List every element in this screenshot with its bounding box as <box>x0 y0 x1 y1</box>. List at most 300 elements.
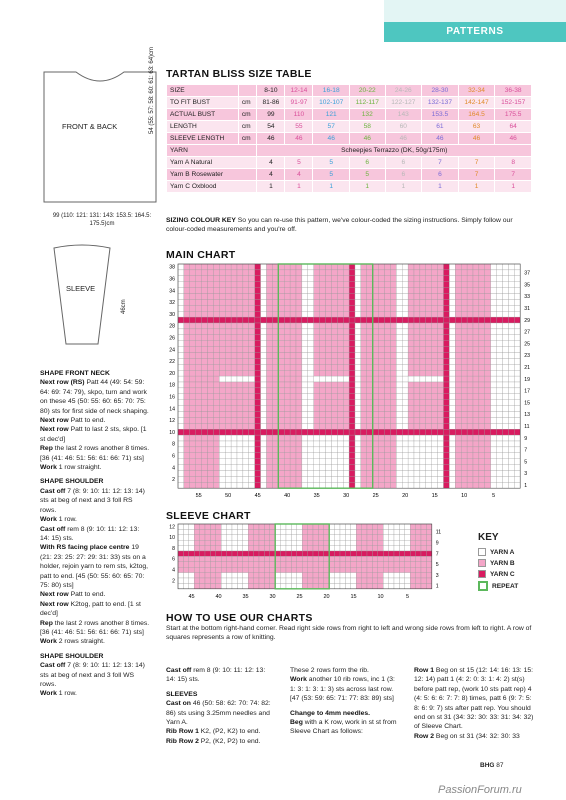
chart-cell <box>314 270 320 276</box>
instruction-keyword: Cast off <box>40 525 66 533</box>
chart-cell <box>337 376 343 382</box>
chart-cell <box>337 417 343 423</box>
chart-cell <box>308 435 314 441</box>
chart-cell <box>237 465 243 471</box>
chart-cell <box>361 417 367 423</box>
chart-cell <box>485 335 491 341</box>
chart-cell <box>243 540 248 545</box>
chart-cell <box>213 417 219 423</box>
chart-cell <box>308 567 313 572</box>
chart-cell <box>178 270 184 276</box>
chart-cell <box>340 562 345 567</box>
chart-cell <box>449 270 455 276</box>
chart-cell <box>314 465 320 471</box>
watermark: PassionForum.ru <box>438 784 522 796</box>
chart-cell <box>184 400 190 406</box>
chart-cell <box>491 388 497 394</box>
instruction-keyword: Rep <box>40 445 53 453</box>
chart-cell <box>284 353 290 359</box>
chart-cell <box>402 465 408 471</box>
chart-cell <box>314 459 320 465</box>
chart-cell <box>290 406 296 412</box>
chart-cell <box>243 429 249 435</box>
chart-cell <box>184 294 190 300</box>
chart-cell <box>408 376 414 382</box>
y-tick-label: 5 <box>524 459 528 466</box>
chart-cell <box>491 276 497 282</box>
chart-cell <box>331 476 337 482</box>
chart-cell <box>491 476 497 482</box>
chart-cell <box>308 412 314 418</box>
chart-cell <box>503 417 509 423</box>
chart-cell <box>189 567 194 572</box>
chart-cell <box>444 288 450 294</box>
chart-cell <box>237 540 242 545</box>
chart-cell <box>485 476 491 482</box>
chart-cell <box>367 417 373 423</box>
chart-cell <box>402 406 408 412</box>
chart-cell <box>508 270 514 276</box>
chart-cell <box>302 288 308 294</box>
chart-cell <box>308 540 313 545</box>
chart-cell <box>379 276 385 282</box>
chart-cell <box>455 412 461 418</box>
chart-cell <box>421 578 426 583</box>
chart-cell <box>361 288 367 294</box>
chart-cell <box>284 476 290 482</box>
chart-cell <box>396 323 402 329</box>
chart-cell <box>432 323 438 329</box>
chart-cell <box>426 335 432 341</box>
chart-cell <box>291 578 296 583</box>
chart-cell <box>202 364 208 370</box>
chart-cell <box>514 471 520 477</box>
chart-cell <box>261 317 267 323</box>
chart-cell <box>455 276 461 282</box>
chart-cell <box>296 412 302 418</box>
chart-cell <box>355 388 361 394</box>
chart-cell <box>414 441 420 447</box>
chart-cell <box>281 578 286 583</box>
chart-cell <box>308 556 313 561</box>
chart-cell <box>356 567 361 572</box>
chart-cell <box>467 370 473 376</box>
chart-cell <box>373 288 379 294</box>
chart-cell <box>189 556 194 561</box>
chart-cell <box>225 370 231 376</box>
chart-cell <box>184 353 190 359</box>
chart-cell <box>208 323 214 329</box>
chart-cell <box>444 358 450 364</box>
chart-cell <box>394 540 399 545</box>
chart-cell <box>503 441 509 447</box>
chart-cell <box>225 406 231 412</box>
chart-cell <box>396 388 402 394</box>
chart-cell <box>426 556 431 561</box>
table-cell: 54 <box>257 121 285 133</box>
chart-cell <box>249 400 255 406</box>
y-tick-label: 12 <box>169 524 175 531</box>
table-cell: 143 <box>385 109 422 121</box>
chart-cell <box>479 441 485 447</box>
chart-cell <box>296 388 302 394</box>
chart-cell <box>284 394 290 400</box>
chart-cell <box>232 529 237 534</box>
chart-cell <box>291 583 296 588</box>
table-cell: Scheepjes Terrazzo (DK, 50g/175m) <box>257 145 532 157</box>
table-cell: 8-10 <box>257 85 285 97</box>
chart-cell <box>408 317 414 323</box>
chart-cell <box>329 573 334 578</box>
chart-cell <box>308 482 314 488</box>
chart-cell <box>390 429 396 435</box>
chart-cell <box>367 412 373 418</box>
chart-cell <box>231 264 237 270</box>
chart-cell <box>320 412 326 418</box>
instruction-keyword: Next row <box>40 426 69 434</box>
chart-cell <box>426 471 432 477</box>
chart-cell <box>349 447 355 453</box>
chart-cell <box>514 388 520 394</box>
chart-cell <box>349 465 355 471</box>
chart-cell <box>337 382 343 388</box>
chart-cell <box>221 583 226 588</box>
chart-cell <box>343 311 349 317</box>
chart-cell <box>373 482 379 488</box>
chart-cell <box>196 341 202 347</box>
chart-cell <box>399 535 404 540</box>
chart-cell <box>432 476 438 482</box>
chart-cell <box>202 400 208 406</box>
chart-cell <box>331 453 337 459</box>
chart-cell <box>255 465 261 471</box>
chart-cell <box>491 264 497 270</box>
chart-cell <box>178 578 183 583</box>
chart-cell <box>349 482 355 488</box>
chart-cell <box>337 482 343 488</box>
chart-cell <box>503 382 509 388</box>
chart-cell <box>249 429 255 435</box>
chart-cell <box>426 311 432 317</box>
table-cell: Yarn A Natural <box>167 157 257 169</box>
table-cell: 36-38 <box>495 85 532 97</box>
instruction-keyword: Next row <box>40 591 69 599</box>
chart-cell <box>349 412 355 418</box>
chart-cell <box>318 573 323 578</box>
chart-cell <box>255 459 261 465</box>
chart-cell <box>508 376 514 382</box>
chart-cell <box>296 335 302 341</box>
chart-cell <box>202 305 208 311</box>
chart-cell <box>213 264 219 270</box>
chart-cell <box>408 358 414 364</box>
table-cell: 5 <box>350 169 385 181</box>
chart-cell <box>414 347 420 353</box>
chart-cell <box>219 317 225 323</box>
chart-cell <box>208 353 214 359</box>
chart-cell <box>259 546 264 551</box>
chart-cell <box>491 412 497 418</box>
chart-cell <box>335 562 340 567</box>
chart-cell <box>318 562 323 567</box>
chart-cell <box>449 441 455 447</box>
instruction-line <box>414 732 534 741</box>
chart-cell <box>290 435 296 441</box>
chart-cell <box>314 276 320 282</box>
chart-cell <box>190 294 196 300</box>
chart-cell <box>497 264 503 270</box>
chart-cell <box>296 435 302 441</box>
chart-cell <box>389 524 394 529</box>
chart-cell <box>184 335 190 341</box>
chart-cell <box>200 540 205 545</box>
chart-cell <box>210 535 215 540</box>
chart-cell <box>491 400 497 406</box>
chart-cell <box>421 583 426 588</box>
chart-cell <box>405 583 410 588</box>
chart-cell <box>284 382 290 388</box>
chart-cell <box>420 465 426 471</box>
chart-cell <box>196 417 202 423</box>
chart-cell <box>196 441 202 447</box>
chart-cell <box>426 358 432 364</box>
chart-cell <box>213 364 219 370</box>
chart-cell <box>396 441 402 447</box>
chart-cell <box>320 341 326 347</box>
chart-cell <box>178 400 184 406</box>
chart-cell <box>467 335 473 341</box>
chart-cell <box>390 465 396 471</box>
chart-cell <box>194 535 199 540</box>
chart-cell <box>351 583 356 588</box>
chart-cell <box>210 567 215 572</box>
chart-cell <box>313 573 318 578</box>
chart-cell <box>416 562 421 567</box>
chart-cell <box>237 535 242 540</box>
chart-cell <box>194 573 199 578</box>
chart-cell <box>349 341 355 347</box>
instruction-keyword: Work <box>40 464 57 472</box>
chart-cell <box>396 329 402 335</box>
chart-cell <box>438 376 444 382</box>
y-tick-label: 10 <box>169 535 175 542</box>
chart-cell <box>308 578 313 583</box>
chart-cell <box>291 524 296 529</box>
chart-cell <box>184 264 190 270</box>
chart-cell <box>479 353 485 359</box>
chart-cell <box>444 364 450 370</box>
chart-cell <box>337 317 343 323</box>
chart-cell <box>261 305 267 311</box>
chart-cell <box>219 305 225 311</box>
chart-cell <box>508 412 514 418</box>
y-tick-label: 27 <box>524 329 530 336</box>
chart-cell <box>249 276 255 282</box>
x-tick-label: 5 <box>492 493 496 498</box>
chart-cell <box>514 435 520 441</box>
chart-cell <box>356 540 361 545</box>
x-tick-label: 35 <box>242 593 249 600</box>
chart-cell <box>337 453 343 459</box>
chart-cell <box>420 476 426 482</box>
chart-cell <box>200 529 205 534</box>
y-tick-label: 9 <box>435 540 439 547</box>
chart-cell <box>379 435 385 441</box>
chart-cell <box>243 417 249 423</box>
chart-cell <box>272 294 278 300</box>
instruction-keyword: Change to 4mm needles. <box>290 709 371 717</box>
chart-cell <box>414 282 420 288</box>
instruction-line <box>40 444 150 453</box>
chart-cell <box>399 578 404 583</box>
chart-cell <box>497 453 503 459</box>
chart-cell <box>308 288 314 294</box>
chart-cell <box>275 556 280 561</box>
chart-cell <box>329 524 334 529</box>
chart-cell <box>270 583 275 588</box>
chart-cell <box>485 465 491 471</box>
y-tick-label: 37 <box>524 270 530 277</box>
instruction-keyword: Next row <box>40 600 69 608</box>
chart-cell <box>284 482 290 488</box>
chart-cell <box>297 551 302 556</box>
chart-cell <box>497 447 503 453</box>
table-cell: 46 <box>495 133 532 145</box>
chart-cell <box>184 364 190 370</box>
chart-cell <box>361 435 367 441</box>
chart-cell <box>514 394 520 400</box>
chart-cell <box>202 429 208 435</box>
chart-cell <box>514 299 520 305</box>
chart-cell <box>314 417 320 423</box>
chart-cell <box>237 400 243 406</box>
header-band <box>384 0 566 22</box>
table-cell: 55 <box>285 121 313 133</box>
chart-cell <box>231 382 237 388</box>
chart-cell <box>314 441 320 447</box>
table-cell <box>238 85 257 97</box>
chart-cell <box>320 323 326 329</box>
chart-cell <box>378 578 383 583</box>
chart-cell <box>331 471 337 477</box>
chart-cell <box>184 358 190 364</box>
chart-cell <box>219 264 225 270</box>
chart-cell <box>421 573 426 578</box>
chart-cell <box>225 447 231 453</box>
chart-cell <box>190 412 196 418</box>
chart-cell <box>479 376 485 382</box>
chart-cell <box>178 264 184 270</box>
chart-cell <box>313 583 318 588</box>
chart-cell <box>421 567 426 572</box>
chart-cell <box>249 311 255 317</box>
chart-cell <box>444 353 450 359</box>
chart-cell <box>196 429 202 435</box>
chart-cell <box>378 583 383 588</box>
y-tick-label: 28 <box>169 323 175 330</box>
chart-cell <box>408 465 414 471</box>
table-cell: SLEEVE LENGTH <box>167 133 239 145</box>
chart-cell <box>189 562 194 567</box>
chart-cell <box>264 529 269 534</box>
footer-mag: BHG <box>480 762 495 769</box>
chart-cell <box>225 453 231 459</box>
chart-cell <box>255 264 261 270</box>
chart-cell <box>405 551 410 556</box>
chart-cell <box>390 423 396 429</box>
chart-cell <box>455 311 461 317</box>
chart-cell <box>340 529 345 534</box>
chart-cell <box>190 400 196 406</box>
chart-cell <box>405 540 410 545</box>
chart-cell <box>331 305 337 311</box>
chart-cell <box>378 573 383 578</box>
chart-cell <box>416 529 421 534</box>
chart-cell <box>178 353 184 359</box>
chart-cell <box>264 546 269 551</box>
chart-cell <box>308 347 314 353</box>
table-cell: 6 <box>422 169 459 181</box>
table-cell: 64 <box>495 121 532 133</box>
chart-cell <box>503 412 509 418</box>
chart-cell <box>302 556 307 561</box>
chart-cell <box>231 341 237 347</box>
chart-cell <box>379 282 385 288</box>
chart-cell <box>420 329 426 335</box>
chart-cell <box>514 329 520 335</box>
chart-cell <box>349 453 355 459</box>
chart-cell <box>331 335 337 341</box>
chart-cell <box>243 524 248 529</box>
chart-cell <box>284 429 290 435</box>
chart-cell <box>473 412 479 418</box>
chart-cell <box>390 417 396 423</box>
chart-cell <box>178 329 184 335</box>
chart-cell <box>405 578 410 583</box>
chart-cell <box>278 270 284 276</box>
chart-cell <box>267 447 273 453</box>
chart-cell <box>410 535 415 540</box>
chart-cell <box>326 294 332 300</box>
chart-cell <box>189 524 194 529</box>
chart-cell <box>189 573 194 578</box>
chart-cell <box>324 562 329 567</box>
chart-cell <box>326 388 332 394</box>
chart-cell <box>514 294 520 300</box>
chart-cell <box>479 476 485 482</box>
table-cell: 175.5 <box>495 109 532 121</box>
chart-cell <box>259 562 264 567</box>
chart-cell <box>438 417 444 423</box>
chart-cell <box>438 323 444 329</box>
chart-cell <box>394 556 399 561</box>
chart-cell <box>237 305 243 311</box>
chart-cell <box>367 429 373 435</box>
chart-cell <box>272 288 278 294</box>
chart-cell <box>385 370 391 376</box>
instruction-keyword: SHAPE FRONT NECK <box>40 370 110 377</box>
chart-cell <box>267 435 273 441</box>
chart-cell <box>385 317 391 323</box>
chart-cell <box>237 335 243 341</box>
chart-cell <box>261 382 267 388</box>
chart-cell <box>361 382 367 388</box>
chart-cell <box>467 412 473 418</box>
chart-cell <box>202 282 208 288</box>
chart-cell <box>225 294 231 300</box>
chart-cell <box>396 311 402 317</box>
chart-cell <box>335 546 340 551</box>
